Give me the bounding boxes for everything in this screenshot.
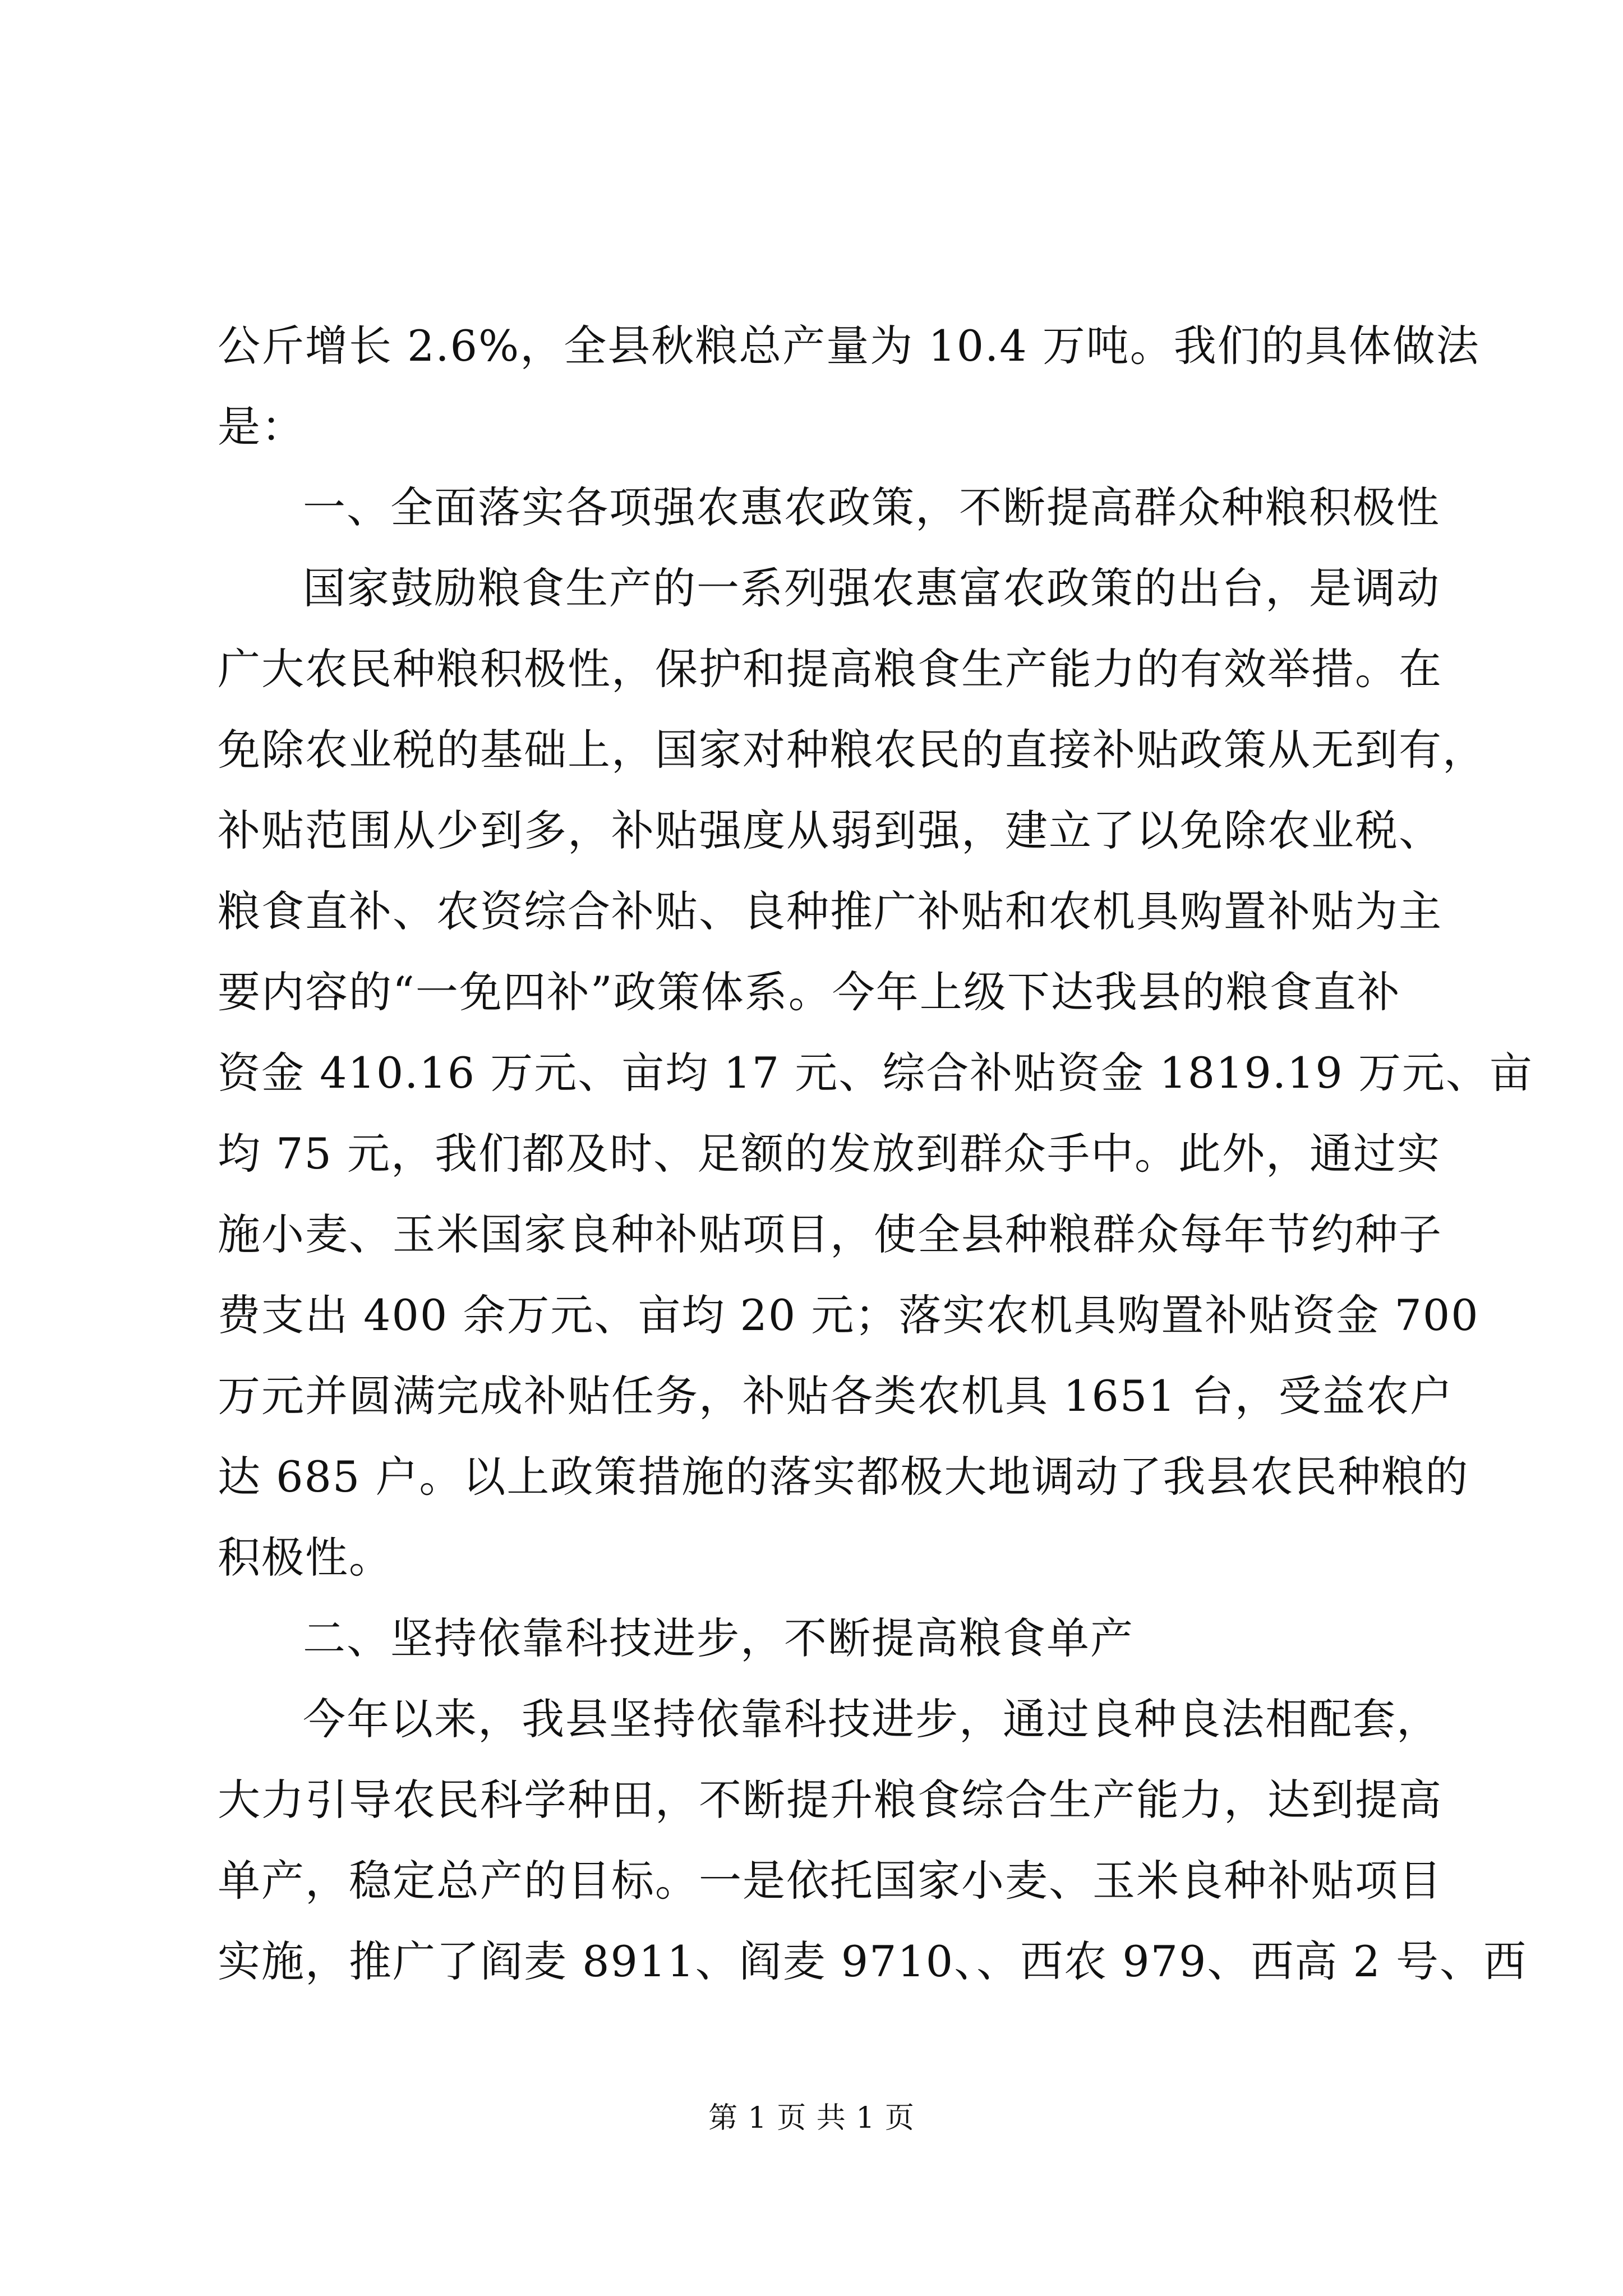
text-line: 万元并圆满完成补贴任务，补贴各类农机具 1651 台，受益农户 [218,1371,1454,1421]
body-text [218,306,1533,2002]
text-line: 单产，稳定总产的目标。一是依托国家小麦、玉米良种补贴项目 [218,1856,1442,1906]
text-line: 广大农民种粮积极性，保护和提高粮食生产能力的有效举措。在 [218,644,1442,694]
text-line: 达 685 户。以上政策措施的落实都极大地调动了我县农民种粮的 [218,1452,1469,1502]
text-line: 积极性。 [218,1533,393,1582]
text-line: 补贴范围从少到多，补贴强度从弱到强，建立了以免除农业税、 [218,806,1442,855]
text-line: 是： [218,402,305,452]
text-line: 资金 410.16 万元、亩均 17 元、综合补贴资金 1819.19 万元、亩 [218,1048,1533,1098]
text-line: 要内容的“一免四补”政策体系。今年上级下达我县的粮食直补 [218,967,1401,1017]
text-line: 公斤增长 2.6%，全县秋粮总产量为 10.4 万吨。我们的具体做法 [218,321,1480,371]
text-line: 均 75 元，我们都及时、足额的发放到群众手中。此外，通过实 [218,1129,1441,1179]
text-line: 实施，推广了阎麦 8911、阎麦 9710、、西农 979、西高 2 号、西 [218,1936,1528,1986]
text-line: 大力引导农民科学种田，不断提升粮食综合生产能力，达到提高 [218,1775,1442,1825]
section-heading-2: 二、坚持依靠科技进步，不断提高粮食单产 [303,1613,1134,1663]
section-heading-1: 一、全面落实各项强农惠农政策，不断提高群众种粮积极性 [303,482,1440,532]
text-line: 粮食直补、农资综合补贴、良种推广补贴和农机具购置补贴为主 [218,886,1442,936]
paragraph-start: 今年以来，我县坚持依靠科技进步，通过良种良法相配套， [303,1694,1440,1744]
text-line: 免除农业税的基础上，国家对种粮农民的直接补贴政策从无到有， [218,725,1486,775]
text-line: 费支出 400 余万元、亩均 20 元；落实农机具购置补贴资金 700 [218,1290,1479,1340]
page-footer: 第 1 页 共 1 页 [708,2101,915,2135]
paragraph-start: 国家鼓励粮食生产的一系列强农惠富农政策的出台，是调动 [303,563,1440,613]
text-line: 施小麦、玉米国家良种补贴项目，使全县种粮群众每年节约种子 [218,1209,1442,1259]
